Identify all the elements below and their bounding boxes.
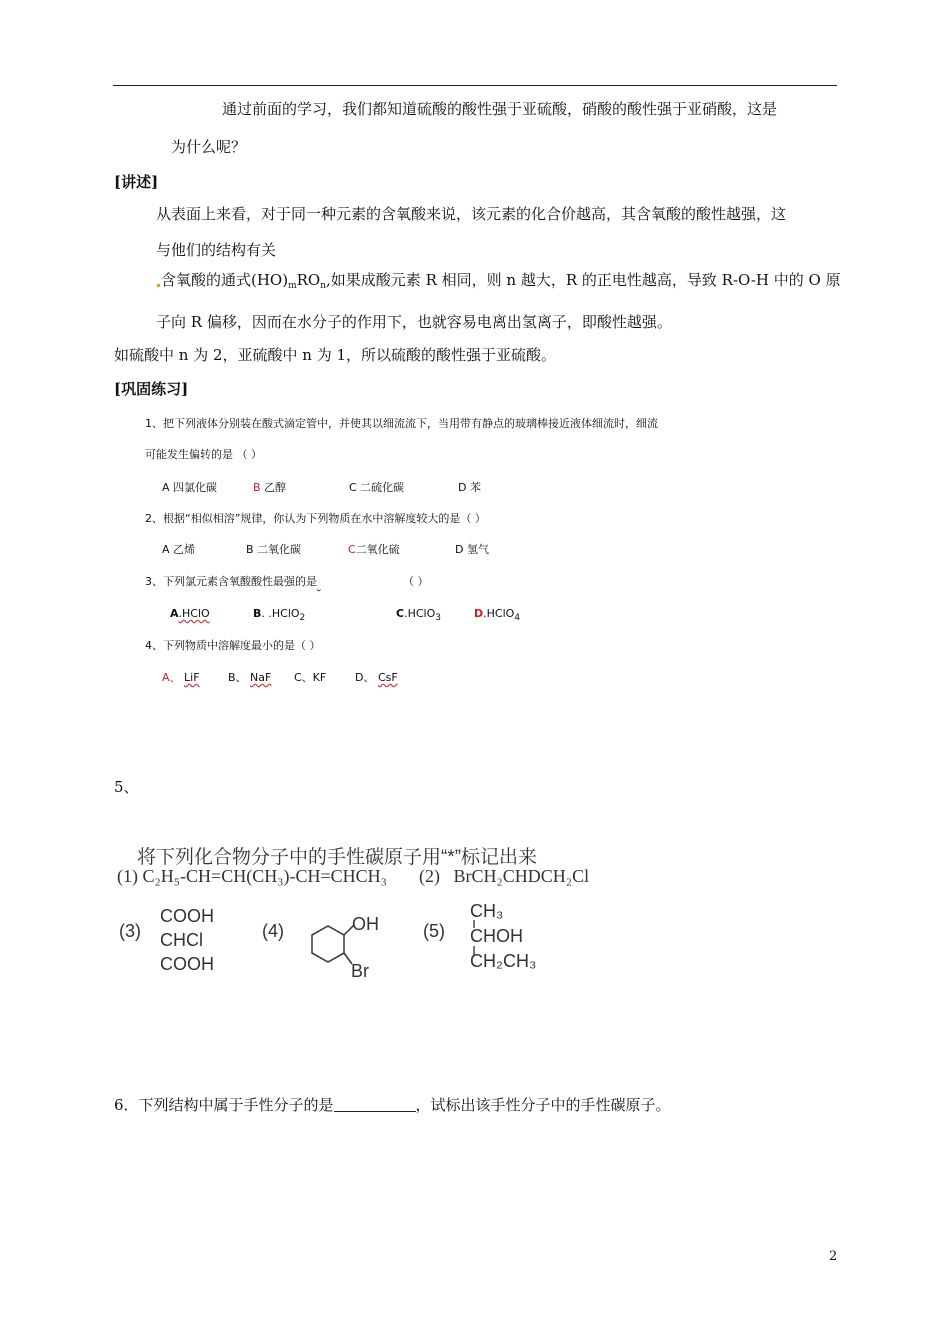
q5-item-4-br: Br xyxy=(351,961,369,981)
q5-number: 5、 xyxy=(114,778,139,796)
q5-item-3-structure: COOH CHCl COOH xyxy=(160,906,214,974)
q3-stem: 3、下列氯元素含氧酸酸性最强的是 （ ） xyxy=(145,575,429,588)
lecture-heading: [讲述] xyxy=(114,173,159,191)
header-rule xyxy=(113,85,837,86)
page-number: 2 xyxy=(829,1249,838,1264)
q5-item-2: (2) BrCH₂CHDCH₂Cl xyxy=(419,866,590,886)
q5-title: 将下列化合物分子中的手性碳原子用“*”标记出来 xyxy=(137,847,538,868)
q6-answer-blank[interactable] xyxy=(334,1095,416,1112)
lecture-line-5: 如硫酸中 n 为 2，亚硫酸中 n 为 1，所以硫酸的酸性强于亚硫酸。 xyxy=(114,346,557,364)
q1-stem-2: 可能发生偏转的是 （ ） xyxy=(145,448,262,461)
q2-option-b: B 二氧化碳 xyxy=(246,543,302,556)
q5-item-1: (1) C₂H₅-CH=CH(CH₃)-CH=CHCH₃ xyxy=(117,866,387,886)
cyclohexane-ring xyxy=(298,912,358,972)
q1-option-b: B 乙醇 xyxy=(253,481,287,494)
lecture-line-1: 从表面上来看，对于同一种元素的含氧酸来说，该元素的化合价越高，其含氧酸的酸性越强，这 xyxy=(156,205,787,223)
intro-line-2: 为什么呢？ xyxy=(171,138,247,156)
q2-option-a: A 乙烯 xyxy=(162,543,196,556)
lecture-line-2: 与他们的结构有关 xyxy=(156,241,277,259)
q5-item-5-structure: CH₃ CHOH CH₂CH₃ xyxy=(470,901,537,971)
lecture-line-4: 子向 R 偏移，因而在水分子的作用下，也就容易电离出氢离子，即酸性越强。 xyxy=(156,313,672,331)
q4-option-c: C、KF xyxy=(294,671,327,684)
q3-option-d: D.HClO$_4$ xyxy=(474,607,521,623)
intro-line-1: 通过前面的学习，我们都知道硫酸的酸性强于亚硫酸，硝酸的酸性强于亚硝酸，这是 xyxy=(222,100,778,118)
edit-mark xyxy=(157,284,160,287)
q5-item-4-oh: OH xyxy=(352,914,379,934)
q3-option-a: A.HClO xyxy=(170,607,210,620)
q1-option-c: C 二硫化碳 xyxy=(349,481,405,494)
q1-option-d: D 苯 xyxy=(458,481,481,494)
lecture-formula-line: 含氧酸的通式$(HO)_mRO_n$,如果成酸元素 R 相同，则 n 越大，R 的正电性越高，导致 R-O-H 中的 O 原 xyxy=(156,270,841,296)
q2-stem: 2、根据“相似相溶”规律，你认为下列物质在水中溶解度较大的是（ ） xyxy=(145,512,486,525)
q4-option-b: B、 NaF xyxy=(228,671,272,684)
practice-heading: [巩固练习] xyxy=(114,380,189,398)
q3-option-b: B. .HClO$_2$ xyxy=(253,607,306,623)
q1-option-a: A 四氯化碳 xyxy=(162,481,218,494)
q3-option-c: C.HClO$_3$ xyxy=(396,607,441,623)
q4-stem: 4、下列物质中溶解度最小的是（ ） xyxy=(145,639,321,652)
q4-option-d: D、 CsF xyxy=(355,671,398,684)
q2-option-d: D 氢气 xyxy=(455,543,489,556)
q2-option-c: C二氧化硫 xyxy=(348,543,400,556)
q6-line: 6．下列结构中属于手性分子的是 ，试标出该手性分子中的手性碳原子。 xyxy=(114,1096,671,1114)
q5-item-4-label: (4) xyxy=(262,921,284,941)
item-5-bonds xyxy=(470,918,480,964)
q5-item-3-label: (3) xyxy=(119,921,141,941)
q1-stem-1: 1、把下列液体分别装在酸式滴定管中，并使其以细流流下，当用带有静点的玻璃棒接近液体细流时，细流 xyxy=(145,417,658,430)
q5-item-5-label: (5) xyxy=(423,921,445,941)
q4-option-a: A、 LiF xyxy=(162,671,200,684)
